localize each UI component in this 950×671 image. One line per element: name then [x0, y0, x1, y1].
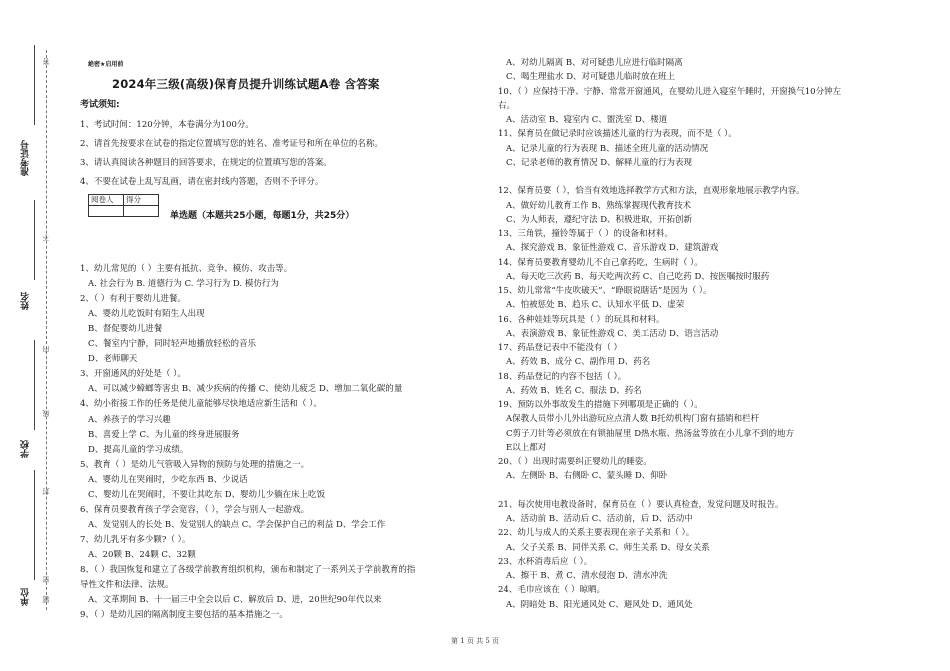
question-stem: 23、水杯消毒后应（ ）。	[498, 556, 593, 567]
question-stem: 8、（ ）我国恢复和建立了各级学前教育组织机构，颁布和制定了一系列关于学前教育的指	[80, 565, 416, 575]
margin-mark: 封	[42, 488, 50, 495]
margin-mark: 内	[42, 346, 50, 353]
question-line: A、婴幼儿吃饭时有陌生人出现	[88, 309, 205, 320]
question-line: A、探究游戏 B、象征性游戏 C、音乐游戏 D、建筑游戏	[506, 243, 719, 254]
score-cell-score[interactable]	[124, 206, 159, 217]
question-line: A、可以减少蟑螂等害虫 B、减少疾病的传播 C、使幼儿疲乏 D、增加二氧化碳的量	[88, 384, 403, 395]
score-header-grader: 阅卷人	[89, 195, 124, 206]
question-line: A、活动前 B、活动后 C、活动前，后 D、活动中	[506, 514, 693, 524]
question-stem: 14、保育员要教育婴幼儿不自己拿药吃，生病时（ ）。	[498, 257, 703, 268]
question-line: D、老师聊天	[88, 354, 138, 365]
secret-mark: 絶密★启用前	[88, 61, 124, 68]
question-line: A、发觉别人的长处 B、发觉别人的缺点 C、学会保护自己的利益 D、学会工作	[88, 519, 386, 530]
question-stem: 9、（ ）是幼儿园的隔离制度主要包括的基本措施之一。	[80, 610, 288, 621]
question-line: A、对幼儿隔离 B、对可疑患儿应进行临时隔离	[506, 58, 683, 68]
seal-line	[46, 50, 47, 610]
question-stem: 13、三角铁，撞铃等属于（ ）的设备和材料。	[498, 229, 674, 239]
notice-item: 4、不要在试卷上乱写乱画，请在密封线内答题，否则不予评分。	[80, 177, 324, 187]
score-table	[88, 194, 159, 217]
question-line: A、阴暗处 B、阳光通风处 C、避风处 D、通风处	[506, 599, 693, 610]
label-danwei: 单位	[21, 588, 31, 606]
question-stem: 2、（ ）有利于婴幼儿进餐。	[80, 294, 186, 305]
question-line: C、婴幼儿在哭闹时，不要让其吃东 D、婴幼儿少躺在床上吃饭	[88, 489, 326, 500]
margin-mark: 答	[42, 58, 50, 65]
question-stem: 4、幼小衔接工作的任务是使儿童能够尽快地适应新生活和（ ）。	[80, 399, 322, 410]
question-line: A、记录儿童的行为表现 B、描述全班儿童的活动情况	[506, 143, 709, 154]
question-stem: 19、预防以外事故发生的措施下列哪项是正确的（ ）。	[498, 400, 703, 410]
question-stem: 18、药品登记的内容不包括（ ）。	[498, 371, 627, 382]
margin-mark: 线	[42, 410, 50, 417]
question-line: C剪子刀针等必须放在有锁抽屉里 D热水瓶、热汤盆等放在小儿拿不到的地方	[506, 428, 795, 439]
question-line: B、督促婴幼儿进餐	[88, 324, 163, 335]
page-footer: 第 1 页 共 5 页	[450, 637, 500, 645]
notice-item: 1、考试时间：120分钟，本卷满分为100分。	[80, 120, 254, 130]
notice-item: 3、请认真阅读各种题目的回答要求，在规定的位置填写您的答案。	[80, 158, 332, 168]
question-line: A、左侧卧 B、右侧卧 C、蒙头睡 D、仰卧	[506, 471, 668, 482]
question-line: A、表演游戏 B、象征性游戏 C、美工活动 D、语言活动	[506, 328, 719, 339]
section-title: 单选题（本题共25小题，每题1分，共25分）	[170, 211, 355, 221]
question-line: A、每天吃三次药 B、每天吃两次药 C、自己吃药 D、按医嘱按时服药	[506, 271, 770, 282]
question-line: A、擦干 B、煮 C、清水侵泡 D、清水冲洗	[506, 571, 668, 581]
question-stem: 15、幼儿常常“牛皮吹破天”、“睁眼说瞎话”是因为（ ）。	[498, 286, 712, 296]
question-line: C、记录老师的教育情况 D、解释儿童的行为表现	[506, 157, 693, 168]
question-line: C、为人师表，遵纪守法 D、积极进取，开拓创新	[506, 214, 693, 225]
question-stem: 10、（ ）应保持干净、宁静、常常开窗通风，在婴幼儿进入寝室午睡时，开窗换气10分钟左	[498, 86, 842, 97]
question-stem: 3、开窗通风的好处是（ ）。	[80, 369, 186, 380]
question-stem: 24、毛巾应该在（ ）晾晒。	[498, 585, 606, 596]
question-stem: 6、保育员要教育孩子学会宽容，（ ），学会与别人一起游戏。	[80, 504, 310, 515]
question-line: E以上都对	[506, 442, 547, 453]
question-stem: 16、各种娃娃等玩具是（ ）的玩具和材料。	[498, 314, 665, 325]
question-line: 导性文件和法律、法规。	[80, 580, 174, 591]
margin-mark: 不	[42, 234, 50, 241]
question-line: A、父子关系 B、同伴关系 C、师生关系 D、母女关系	[506, 542, 710, 553]
question-stem: 12、保育员要（ ），恰当有效地选择教学方式和方法，直观形象地展示教学内容。	[498, 186, 805, 197]
question-stem: 20、（ ）出现时需要纠正婴幼儿的睡姿。	[498, 457, 652, 467]
question-line: A、做好幼儿教育工作 B、熟练掌握现代教育技术	[506, 200, 692, 211]
question-line: A、婴幼儿在哭闹时，少吃东西 B、少说话	[88, 474, 248, 485]
zhunkaozheng-underline	[34, 45, 35, 125]
label-xuexiao: 学校	[21, 440, 31, 458]
question-line: A、养孩子的学习兴趣	[88, 414, 171, 425]
score-header-score: 得分	[124, 195, 159, 206]
xuexiao-underline	[34, 340, 35, 430]
question-stem: 7、幼儿乳牙有多少颗?（ ）。	[80, 534, 191, 545]
xingming-underline	[34, 200, 35, 280]
question-line: A保教人员带小儿外出游玩应点清人数 B托幼机构门窗有插销和栏杆	[506, 414, 760, 425]
question-line: D、提高儿童的学习成绩。	[88, 444, 189, 455]
question-stem: 1、幼儿常见的（ ）主要有抵抗、竞争、模仿、攻击等。	[80, 264, 293, 274]
notice-item: 2、请首先按要求在试卷的指定位置填写您的姓名、准考证号和所在单位的名称。	[80, 139, 383, 149]
question-stem: 5、教育（ ）是幼儿气管吸入异物的预防与处理的措施之一。	[80, 459, 310, 470]
page-title: 2024年三级(高级)保育员提升训练试题A卷 含答案	[112, 77, 380, 91]
label-zhunkaozheng: 准考证号	[21, 140, 31, 176]
question-stem: 11、保育员在做记录时应该描述儿童的行为表现，而不是（ ）。	[498, 129, 737, 140]
question-line: A. 社会行为 B. 道德行为 C. 学习行为 D. 模仿行为	[88, 279, 279, 290]
question-line: C、餐室内宁静，同时轻声地播放轻松的音乐	[88, 339, 257, 350]
margin-mark: 题	[42, 596, 50, 603]
question-stem: 22、幼儿与成人的关系主要表现在亲子关系和（ ）。	[498, 528, 695, 539]
question-line: A、怕被惩处 B、趋乐 C、认知水平低 D、虚荣	[506, 300, 685, 311]
label-xingming: 姓名	[21, 292, 31, 310]
question-line: A、活动室 B、寝室内 C、盥洗室 D、楼道	[506, 115, 668, 125]
question-line: C、喝生理盐水 D、对可疑患儿临时放在班上	[506, 72, 676, 83]
question-line: A、药效 B、姓名 C、服法 D、药名	[506, 385, 642, 396]
danwei-underline	[34, 470, 35, 580]
question-stem: 21、每次使用电教设备时，保育员在（ ）要认真检查，发觉问题及时报告。	[498, 499, 784, 510]
notice-title: 考试须知:	[80, 100, 120, 110]
question-line: A、文革期间 B、十一届三中全会以后 C、解放后 D、进，20世纪90年代以来	[88, 595, 382, 606]
question-stem: 17、药品登记表中不能没有（ ）	[498, 343, 623, 353]
score-cell-grader[interactable]	[89, 206, 124, 217]
question-line: B、喜爱上学 C、为儿童的终身进展服务	[88, 429, 240, 440]
question-line: 右。	[498, 100, 516, 111]
question-line: A、药效 B、成分 C、副作用 D、药名	[506, 357, 651, 368]
question-line: A、20颗 B、24颗 C、32颗	[88, 549, 196, 560]
margin-mark: 密	[42, 576, 50, 583]
